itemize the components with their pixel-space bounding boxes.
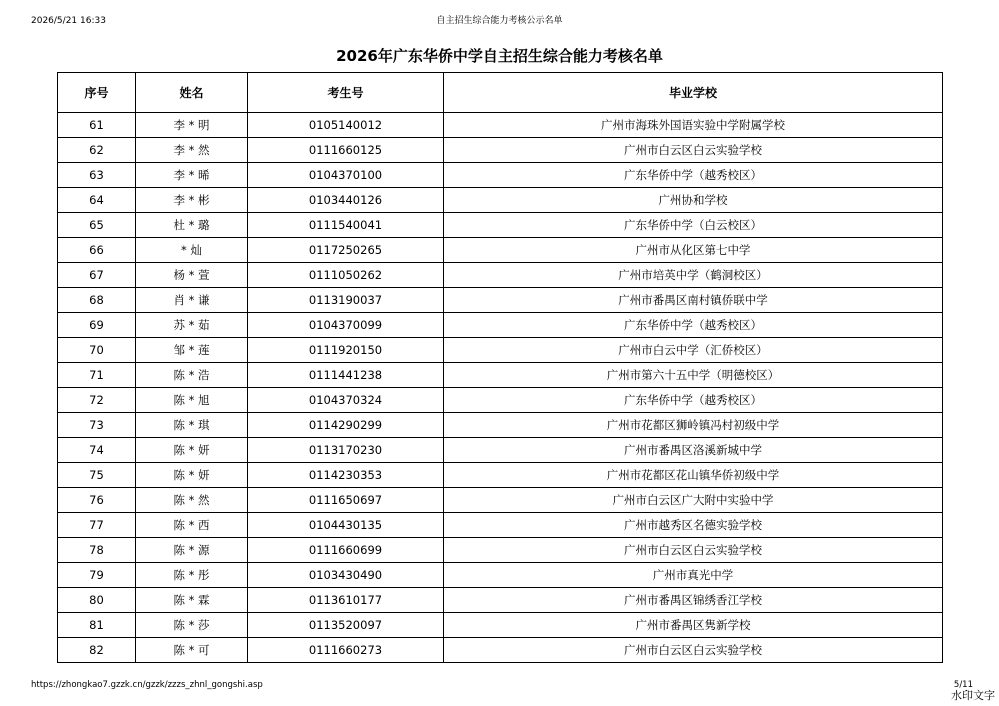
cell-exam-id: 0103440126 [248,188,444,213]
cell-index: 81 [58,613,136,638]
table-row [58,238,943,263]
cell-index: 71 [58,363,136,388]
print-datetime: 2026/5/21 16:33 [31,16,106,26]
cell-school: 广州市从化区第七中学 [444,238,943,263]
cell-school: 广州市白云中学（汇侨校区） [444,338,943,363]
table-row [58,438,943,463]
column-header-exam-id: 考生号 [248,73,444,113]
cell-name: 杨 * 萱 [136,263,248,288]
cell-index: 70 [58,338,136,363]
cell-school: 广州市培英中学（鹤洞校区） [444,263,943,288]
cell-index: 63 [58,163,136,188]
table-row [58,463,943,488]
cell-name: 陈 * 妍 [136,463,248,488]
cell-index: 82 [58,638,136,663]
cell-index: 72 [58,388,136,413]
cell-exam-id: 0113170230 [248,438,444,463]
cell-name: 邹 * 莲 [136,338,248,363]
cell-name: 陈 * 然 [136,488,248,513]
page-number: 5/11 [953,680,973,690]
cell-name: 陈 * 彤 [136,563,248,588]
cell-name: 陈 * 西 [136,513,248,538]
cell-school: 广州协和学校 [444,188,943,213]
cell-exam-id: 0111650697 [248,488,444,513]
cell-school: 广东华侨中学（越秀校区） [444,388,943,413]
cell-name: 陈 * 源 [136,538,248,563]
cell-school: 广州市花都区花山镇华侨初级中学 [444,463,943,488]
cell-school: 广东华侨中学（白云校区） [444,213,943,238]
page-title: 2026年广东华侨中学自主招生综合能力考核名单 [336,47,663,65]
cell-exam-id: 0103430490 [248,563,444,588]
table-row [58,363,943,388]
table-row [58,138,943,163]
cell-school: 广州市白云区白云实验学校 [444,138,943,163]
cell-exam-id: 0113190037 [248,288,444,313]
cell-index: 78 [58,538,136,563]
column-header-name: 姓名 [136,73,248,113]
print-page-name: 自主招生综合能力考核公示名单 [436,16,563,26]
candidate-table [57,72,943,663]
cell-index: 74 [58,438,136,463]
cell-index: 76 [58,488,136,513]
table-row [58,113,943,138]
cell-index: 68 [58,288,136,313]
cell-exam-id: 0104370324 [248,388,444,413]
cell-exam-id: 0114230353 [248,463,444,488]
cell-school: 广州市真光中学 [444,563,943,588]
table-row [58,613,943,638]
cell-index: 77 [58,513,136,538]
cell-name: 肖 * 谦 [136,288,248,313]
cell-name: 李 * 明 [136,113,248,138]
cell-name: 陈 * 旭 [136,388,248,413]
cell-index: 69 [58,313,136,338]
cell-school: 广州市越秀区名德实验学校 [444,513,943,538]
table-row [58,513,943,538]
cell-exam-id: 0111660273 [248,638,444,663]
cell-school: 广州市番禺区隽新学校 [444,613,943,638]
table-row [58,638,943,663]
table-row [58,588,943,613]
cell-index: 75 [58,463,136,488]
cell-index: 66 [58,238,136,263]
cell-school: 广州市番禺区洛溪新城中学 [444,438,943,463]
cell-exam-id: 0111660125 [248,138,444,163]
cell-exam-id: 0111920150 [248,338,444,363]
cell-school: 广东华侨中学（越秀校区） [444,313,943,338]
cell-index: 73 [58,413,136,438]
cell-name: 杜 * 璐 [136,213,248,238]
cell-index: 61 [58,113,136,138]
cell-index: 64 [58,188,136,213]
cell-exam-id: 0114290299 [248,413,444,438]
table-row [58,413,943,438]
cell-index: 79 [58,563,136,588]
table-row [58,313,943,338]
cell-school: 广州市白云区广大附中实验中学 [444,488,943,513]
cell-index: 65 [58,213,136,238]
cell-exam-id: 0105140012 [248,113,444,138]
cell-name: * 灿 [136,238,248,263]
table-row [58,263,943,288]
column-header-index: 序号 [58,73,136,113]
table-row [58,488,943,513]
table-body [58,113,943,663]
cell-school: 广州市海珠外国语实验中学附属学校 [444,113,943,138]
column-header-school: 毕业学校 [444,73,943,113]
cell-exam-id: 0113610177 [248,588,444,613]
cell-exam-id: 0113520097 [248,613,444,638]
cell-school: 广东华侨中学（越秀校区） [444,163,943,188]
cell-name: 苏 * 茹 [136,313,248,338]
table-row [58,213,943,238]
table-row [58,388,943,413]
cell-name: 李 * 晞 [136,163,248,188]
cell-school: 广州市番禺区南村镇侨联中学 [444,288,943,313]
cell-exam-id: 0111050262 [248,263,444,288]
cell-exam-id: 0117250265 [248,238,444,263]
cell-exam-id: 0104370099 [248,313,444,338]
table-row [58,563,943,588]
cell-name: 陈 * 莎 [136,613,248,638]
table-row [58,538,943,563]
footer-url: https://zhongkao7.gzzk.cn/gzzk/zzzs_zhnl_gongshi.asp [31,680,263,690]
table-row [58,188,943,213]
cell-school: 广州市白云区白云实验学校 [444,638,943,663]
cell-index: 67 [58,263,136,288]
cell-school: 广州市花都区狮岭镇冯村初级中学 [444,413,943,438]
cell-index: 80 [58,588,136,613]
cell-school: 广州市白云区白云实验学校 [444,538,943,563]
cell-name: 陈 * 可 [136,638,248,663]
cell-exam-id: 0104430135 [248,513,444,538]
cell-index: 62 [58,138,136,163]
cell-name: 李 * 然 [136,138,248,163]
table-row [58,338,943,363]
table-row [58,288,943,313]
cell-school: 广州市第六十五中学（明德校区） [444,363,943,388]
table-header-row [58,73,943,113]
cell-exam-id: 0111660699 [248,538,444,563]
cell-exam-id: 0104370100 [248,163,444,188]
cell-exam-id: 0111540041 [248,213,444,238]
cell-name: 陈 * 琪 [136,413,248,438]
table-row [58,163,943,188]
cell-name: 陈 * 霖 [136,588,248,613]
cell-school: 广州市番禺区锦绣香江学校 [444,588,943,613]
cell-name: 陈 * 妍 [136,438,248,463]
cell-name: 陈 * 浩 [136,363,248,388]
cell-name: 李 * 彬 [136,188,248,213]
cell-exam-id: 0111441238 [248,363,444,388]
watermark-text: 水印文字 [951,689,995,702]
